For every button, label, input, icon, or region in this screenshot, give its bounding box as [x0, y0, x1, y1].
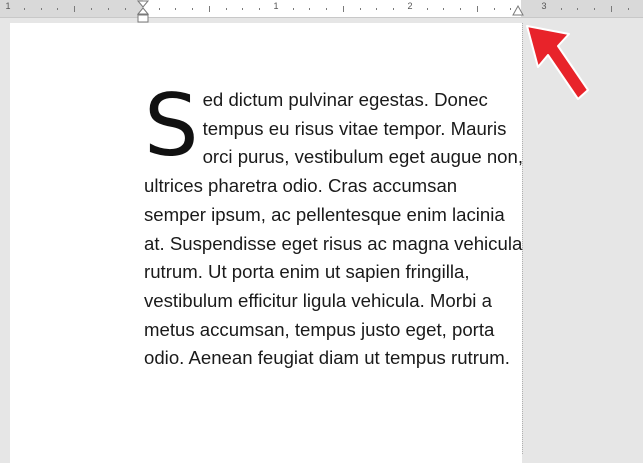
- ruler-tick: [24, 8, 25, 10]
- ruler-tick: [74, 6, 75, 12]
- ruler-tick: [611, 6, 612, 12]
- ruler-tick: [309, 8, 310, 10]
- ruler-tick: [427, 8, 428, 10]
- paragraph-text: ed dictum pulvinar egestas. Donec tempus eu risus vitae tempor. Mauris orci purus, vestibulum eget augue non, ultrices pharetra odio. Cras accumsan semper ipsum, ac pellentesque enim lacinia at. Suspendisse eget risus ac magna vehicula rutrum. Ut porta enim ut sapien fringilla, vestibulum efficitur ligula vehicula. Morbi a metus accumsan, tempus justo eget, porta odio. Aenean feugiat diam ut tempus rutrum.: [144, 89, 524, 369]
- red-arrow-icon: [520, 20, 592, 102]
- ruler-tick: [494, 8, 495, 10]
- ruler-tick: [293, 8, 294, 10]
- ruler-tick: [594, 8, 595, 10]
- ruler-tick: [360, 8, 361, 10]
- ruler-tick: [343, 6, 344, 12]
- ruler-tick: [57, 8, 58, 10]
- ruler-tick: [393, 8, 394, 10]
- ruler-tick: [460, 8, 461, 10]
- ruler-tick: [91, 8, 92, 10]
- ruler-number-3: 3: [541, 1, 547, 11]
- hourglass-indent-marker-icon[interactable]: [137, 0, 149, 24]
- ruler-tick: [376, 8, 377, 10]
- ruler-tick: [326, 8, 327, 10]
- ruler-tick: [561, 8, 562, 10]
- horizontal-ruler[interactable]: [0, 0, 643, 18]
- ruler-number-left-1: 1: [5, 1, 11, 11]
- ruler-tick: [175, 8, 176, 10]
- ruler-number-2: 2: [407, 1, 413, 11]
- ruler-tick: [209, 6, 210, 12]
- ruler-tick: [443, 8, 444, 10]
- ruler-tick: [226, 8, 227, 10]
- ruler-left-margin: [0, 0, 143, 17]
- drop-cap: S: [144, 76, 199, 176]
- triangle-indent-marker-icon[interactable]: [512, 5, 524, 17]
- ruler-tick: [577, 8, 578, 10]
- ruler-right-margin: [521, 0, 643, 17]
- ruler-tick: [192, 8, 193, 10]
- ruler-tick: [41, 8, 42, 10]
- ruler-tick: [108, 8, 109, 10]
- document-paragraph[interactable]: [144, 76, 524, 373]
- ruler-tick: [477, 6, 478, 12]
- ruler-tick: [628, 8, 629, 10]
- ruler-tick: [159, 8, 160, 10]
- ruler-tick: [259, 8, 260, 10]
- ruler-tick: [242, 8, 243, 10]
- ruler-number-1: 1: [273, 1, 279, 11]
- ruler-tick: [510, 8, 511, 10]
- ruler-tick: [125, 8, 126, 10]
